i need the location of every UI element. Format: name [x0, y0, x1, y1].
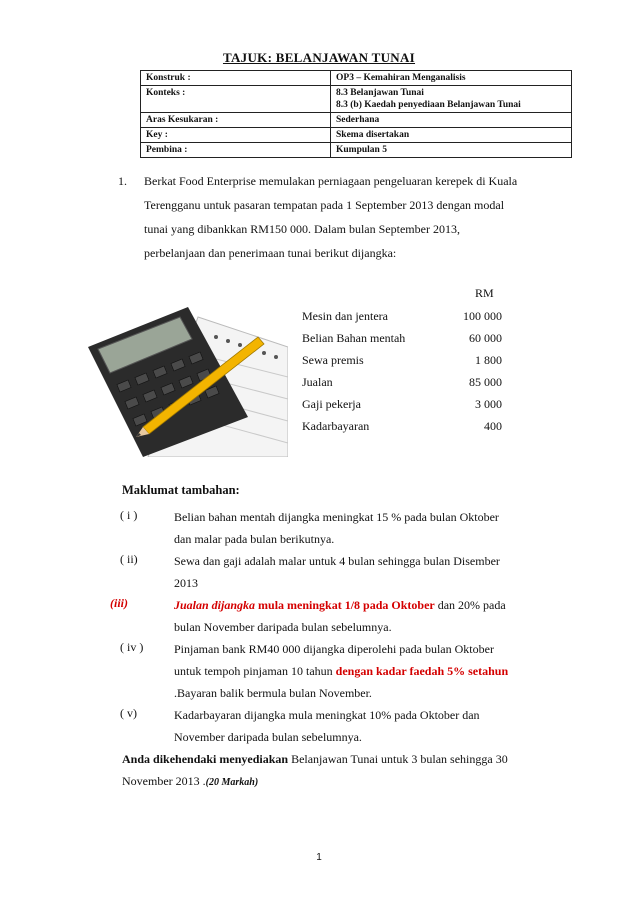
note-line: Pinjaman bank RM40 000 dijangka diperolehi pada bulan Oktober — [174, 642, 494, 656]
note-text — [174, 552, 554, 596]
note-label: ( iv ) — [120, 640, 144, 654]
question-line: Berkat Food Enterprise memulakan perniagaan pengeluaran kerepek di Kuala — [144, 174, 518, 188]
note-line: Kadarbayaran dijangka mula meningkat 10% pada Oktober dan — [174, 708, 480, 722]
list-item — [302, 395, 502, 417]
list-item — [302, 307, 502, 329]
note-line: bulan November daripada bulan sebelumnya. — [174, 620, 392, 634]
cash-items-list — [302, 307, 502, 439]
meta-value: Kumpulan 5 — [331, 143, 572, 158]
instruction-line — [122, 772, 542, 794]
note-text — [174, 508, 554, 552]
instruction-rest: Belanjawan Tunai untuk 3 bulan sehingga 30 — [288, 752, 508, 766]
calculator-illustration — [88, 307, 288, 462]
list-item — [302, 417, 502, 439]
note-text-head: untuk tempoh pinjaman 10 tahun — [174, 664, 336, 678]
note-line: Sewa dan gaji adalah malar untuk 4 bulan sehingga bulan Disember — [174, 554, 500, 568]
note-line — [174, 662, 574, 684]
note-highlight: mula meningkat 1/8 pada Oktober — [255, 598, 435, 612]
note-text-tail: dan 20% pada — [434, 598, 506, 612]
table-row — [141, 113, 572, 128]
note-line — [174, 596, 554, 618]
note-highlight: dengan kadar faedah 5% setahun — [335, 664, 509, 678]
meta-value: Sederhana — [331, 113, 572, 128]
meta-key: Konteks : — [141, 86, 331, 113]
item-label: Mesin dan jentera — [302, 309, 388, 323]
item-label: Kadarbayaran — [302, 419, 370, 433]
meta-value-line: 8.3 Belanjawan Tunai — [336, 88, 424, 98]
list-item — [302, 329, 502, 351]
note-text — [174, 706, 554, 750]
question-line: perbelanjaan dan penerimaan tunai berikut dijangka: — [144, 246, 397, 260]
note-highlight: Jualan dijangka — [174, 598, 256, 612]
table-row — [141, 143, 572, 158]
note-line: 2013 — [174, 576, 198, 590]
item-value: 85 000 — [469, 375, 502, 389]
item-label: Sewa premis — [302, 353, 364, 367]
page-title: TAJUK: BELANJAWAN TUNAI — [222, 50, 416, 65]
question-number: 1. — [118, 174, 127, 188]
question-line: tunai yang dibankkan RM150 000. Dalam bulan September 2013, — [144, 222, 460, 236]
note-line: Belian bahan mentah dijangka meningkat 15 % pada bulan Oktober — [174, 510, 499, 524]
table-row — [141, 71, 572, 86]
calculator-icon — [88, 307, 288, 457]
meta-key: Konstruk : — [141, 71, 331, 86]
meta-value — [331, 86, 572, 113]
instruction-bold: Anda dikehendaki menyediakan — [122, 752, 289, 766]
item-value: 100 000 — [463, 309, 502, 323]
meta-value: Skema disertakan — [331, 128, 572, 143]
table-row — [141, 128, 572, 143]
extra-info-heading: Maklumat tambahan: — [122, 483, 240, 497]
note-label: ( ii) — [120, 552, 138, 566]
table-row — [141, 86, 572, 113]
item-value: 1 800 — [475, 353, 502, 367]
meta-key: Aras Kesukaran : — [141, 113, 331, 128]
info-table — [140, 70, 572, 158]
note-line: dan malar pada bulan berikutnya. — [174, 532, 335, 546]
item-label: Jualan — [302, 375, 333, 389]
page-number: 1 — [316, 852, 322, 863]
item-value: 60 000 — [469, 331, 502, 345]
marks-label: (20 Markah) — [205, 777, 259, 788]
note-label: ( i ) — [120, 508, 138, 522]
meta-key: Pembina : — [141, 143, 331, 158]
note-label: ( v) — [120, 706, 137, 720]
note-text — [174, 640, 574, 706]
list-item — [302, 351, 502, 373]
instruction-date: November 2013 . — [122, 774, 206, 788]
meta-value: OP3 – Kemahiran Menganalisis — [331, 71, 572, 86]
note-line: November daripada bulan sebelumnya. — [174, 730, 362, 744]
instruction — [122, 750, 542, 794]
item-label: Belian Bahan mentah — [302, 331, 406, 345]
note-label: (iii) — [110, 596, 128, 610]
meta-value-line: 8.3 (b) Kaedah penyediaan Belanjawan Tunai — [336, 100, 521, 110]
meta-key: Key : — [141, 128, 331, 143]
note-line: .Bayaran balik bermula bulan November. — [174, 686, 372, 700]
item-label: Gaji pekerja — [302, 397, 361, 411]
question-line: Terengganu untuk pasaran tempatan pada 1 September 2013 dengan modal — [144, 198, 505, 212]
list-item — [302, 373, 502, 395]
item-value: 400 — [484, 419, 502, 433]
note-text — [174, 596, 554, 640]
question-text — [144, 172, 584, 268]
item-value: 3 000 — [475, 397, 502, 411]
currency-header: RM — [475, 286, 494, 300]
instruction-line — [122, 750, 542, 772]
